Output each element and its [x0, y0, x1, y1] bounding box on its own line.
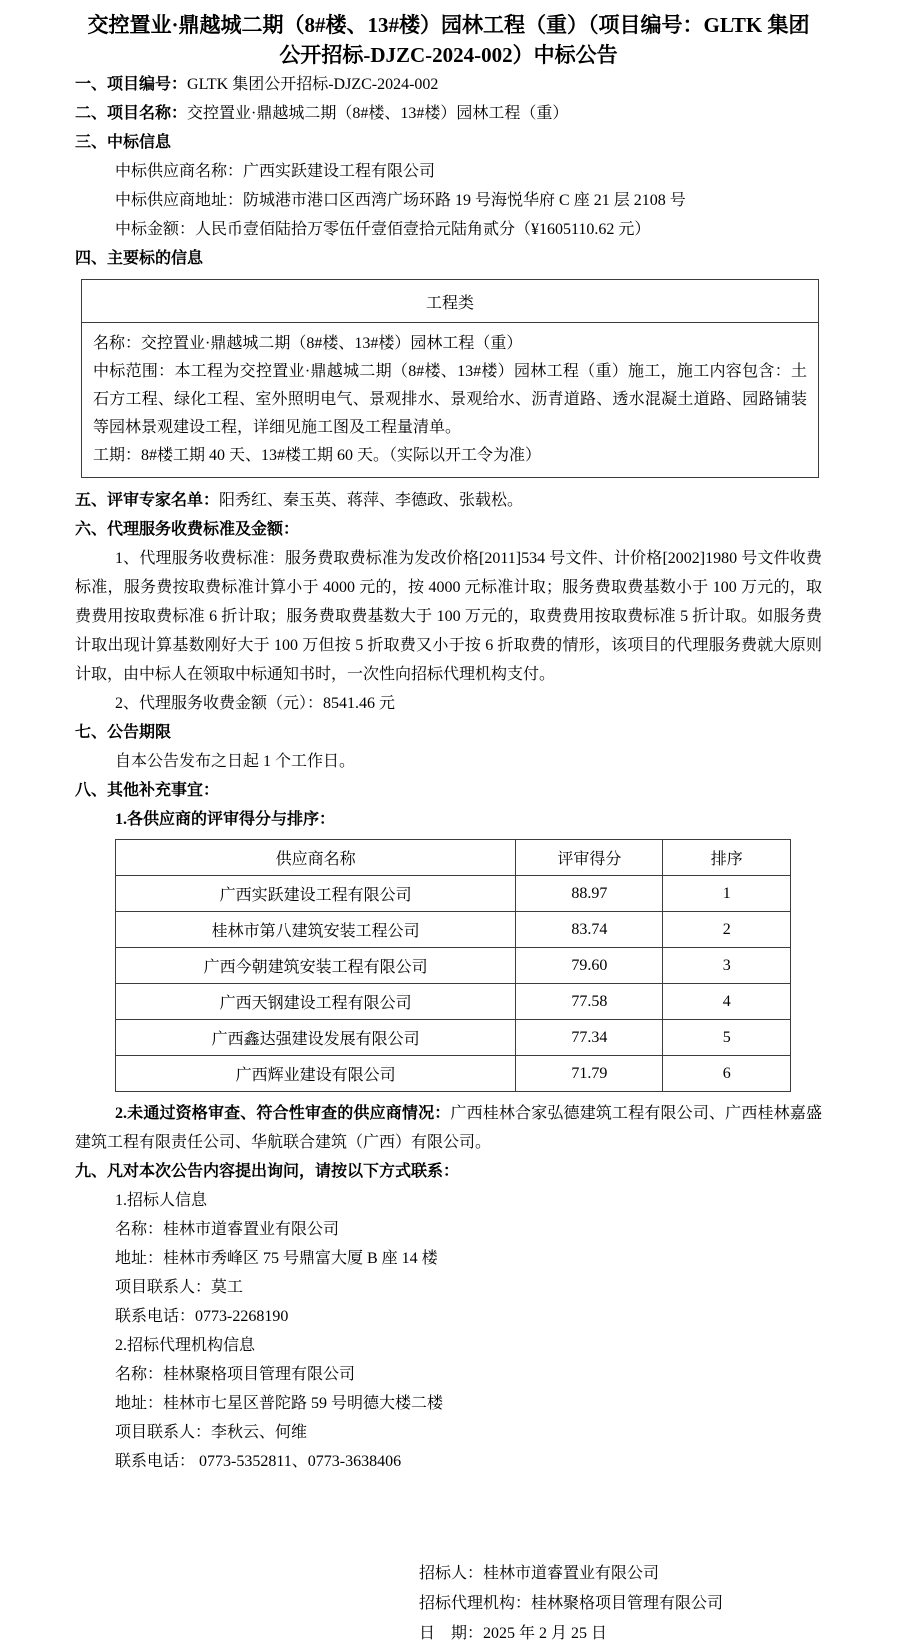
award-supplier-name: [75, 157, 822, 186]
section-project-name-value: 交控置业·鼎越城二期（8#楼、13#楼）园林工程（重）: [187, 105, 569, 122]
section-award-info-heading: 三、中标信息: [75, 134, 172, 151]
award-amount-label: 中标金额：: [115, 221, 196, 238]
table-row: [82, 323, 819, 478]
agency-info-subheading: 2.招标代理机构信息: [115, 1337, 256, 1354]
subject-period-line: 工期：8#楼工期 40 天、13#楼工期 60 天。（实际以开工令为准）: [93, 447, 542, 464]
score-cell: 83.74: [516, 912, 663, 948]
supplier-cell: 广西鑫达强建设发展有限公司: [116, 1020, 516, 1056]
table-row: [116, 984, 791, 1020]
score-cell: 79.60: [516, 948, 663, 984]
page-title: [75, 10, 822, 70]
section-agency-fee-heading: 六、代理服务收费标准及金额：: [75, 521, 300, 538]
table-row: [116, 1056, 791, 1092]
page-title-line1: 交控置业·鼎越城二期（8#楼、13#楼）园林工程（重）（项目编号：GLTK 集团: [87, 13, 810, 37]
award-supplier-address-value: 防城港市港口区西湾广场环路 19 号海悦华府 C 座 21 层 2108 号: [243, 192, 686, 209]
subject-table-body-cell: [82, 323, 819, 478]
agency-contact-line: 项目联系人：李秋云、何维: [115, 1424, 308, 1441]
rejected-suppliers-paragraph: [75, 1099, 822, 1157]
column-header-score: 评审得分: [516, 840, 663, 876]
supplier-cell: 广西实跃建设工程有限公司: [116, 876, 516, 912]
section-experts: [75, 486, 822, 515]
table-row: [116, 912, 791, 948]
agency-fee-standard-paragraph: 1、代理服务收费标准：服务费取费标准为发改价格[2011]534 号文件、计价格[2002]1980 号文件收费标准，服务费按取费标准计算小于 4000 元的，按 4000 元标准计取；服务费取费基数小于 100 万元的，取费费用按取费标准 6 折计取；服务费取费基数大于 100 万元的，取费费用按取费标准 5 折计取。如服务费计取出现计算基数刚好大于 100 万但按 5 折取费又小于按 6 折取费的情形，该项目的代理服务费就大原则计取，由中标人在领取中标通知书时，一次性向招标代理机构支付。: [75, 550, 822, 683]
subject-scope-line: 中标范围：本工程为交控置业·鼎越城二期（8#楼、13#楼）园林工程（重）施工，施工内容包含：土石方工程、绿化工程、室外照明电气、景观排水、景观给水、沥青道路、透水混凝土道路、园路铺装等园林景观建设工程，详细见施工图及工程量清单。: [93, 363, 807, 436]
bidder-address-line: 地址：桂林市秀峰区 75 号鼎富大厦 B 座 14 楼: [115, 1250, 438, 1267]
rank-cell: 4: [663, 984, 791, 1020]
bidder-info-subheading: 1.招标人信息: [115, 1192, 208, 1209]
score-cell: 88.97: [516, 876, 663, 912]
subject-info-table: [81, 279, 819, 478]
award-amount: [75, 215, 822, 244]
award-amount-value: 人民币壹佰陆拾万零伍仟壹佰壹拾元陆角贰分（¥1605110.62 元）: [195, 221, 651, 238]
score-cell: 71.79: [516, 1056, 663, 1092]
agency-phone-line: 联系电话： 0773-5352811、0773-3638406: [115, 1453, 402, 1470]
subject-name-line: 名称：交控置业·鼎越城二期（8#楼、13#楼）园林工程（重）: [93, 335, 523, 352]
supplier-cell: 广西辉业建设有限公司: [116, 1056, 516, 1092]
table-row: [116, 876, 791, 912]
section-experts-label: 五、评审专家名单：: [75, 492, 220, 509]
supplier-cell: 广西今朝建筑安装工程有限公司: [116, 948, 516, 984]
section-experts-value: 阳秀红、秦玉英、蒋萍、李德政、张载松。: [219, 492, 524, 509]
column-header-supplier: 供应商名称: [116, 840, 516, 876]
section-project-name-label: 二、项目名称：: [75, 105, 188, 122]
award-supplier-address: [75, 186, 822, 215]
rank-cell: 5: [663, 1020, 791, 1056]
signature-bidder-line: 招标人：桂林市道睿置业有限公司: [419, 1565, 660, 1582]
award-supplier-name-label: 中标供应商名称：: [115, 163, 244, 180]
rank-cell: 6: [663, 1056, 791, 1092]
section-project-number-value: GLTK 集团公开招标-DJZC-2024-002: [187, 76, 439, 93]
scores-ranking-subheading: 1.各供应商的评审得分与排序：: [115, 811, 336, 828]
rank-cell: 1: [663, 876, 791, 912]
bidder-name-line: 名称：桂林市道睿置业有限公司: [115, 1221, 340, 1238]
page-title-line2: 公开招标-DJZC-2024-002）中标公告: [279, 43, 618, 67]
agency-fee-amount-line: 2、代理服务收费金额（元）：8541.46 元: [115, 695, 396, 712]
section-project-name: [75, 99, 822, 128]
supplier-cell: 广西天钢建设工程有限公司: [116, 984, 516, 1020]
signature-block: [75, 1559, 822, 1649]
table-row: [116, 1020, 791, 1056]
rejected-suppliers-label: 2.未通过资格审查、符合性审查的供应商情况：: [115, 1105, 451, 1122]
supplier-cell: 桂林市第八建筑安装工程公司: [116, 912, 516, 948]
signature-agency-line: 招标代理机构：桂林聚格项目管理有限公司: [419, 1595, 724, 1612]
score-cell: 77.58: [516, 984, 663, 1020]
score-cell: 77.34: [516, 1020, 663, 1056]
subject-table-header: 工程类: [82, 280, 819, 323]
bidder-phone-line: 联系电话：0773-2268190: [115, 1308, 289, 1325]
agency-address-line: 地址：桂林市七星区普陀路 59 号明德大楼二楼: [115, 1395, 444, 1412]
table-row: [116, 948, 791, 984]
supplier-scores-table: [115, 839, 791, 1092]
agency-name-line: 名称：桂林聚格项目管理有限公司: [115, 1366, 356, 1383]
rejected-suppliers-value: 广西桂林合家弘德建筑工程有限公司、广西桂林嘉盛建筑工程有限责任公司、华航联合建筑（广西）有限公司。: [75, 1105, 822, 1151]
award-supplier-address-label: 中标供应商地址：: [115, 192, 244, 209]
section-project-number: [75, 70, 822, 99]
notice-period-body: 自本公告发布之日起 1 个工作日。: [115, 753, 356, 770]
signature-date-line: 日 期：2025 年 2 月 25 日: [419, 1625, 608, 1642]
section-contact-heading: 九、凡对本次公告内容提出询问，请按以下方式联系：: [75, 1163, 460, 1180]
section-subject-info-heading: 四、主要标的信息: [75, 250, 204, 267]
column-header-rank: 排序: [663, 840, 791, 876]
rank-cell: 2: [663, 912, 791, 948]
award-supplier-name-value: 广西实跃建设工程有限公司: [243, 163, 436, 180]
section-other-matters-heading: 八、其他补充事宜：: [75, 782, 220, 799]
rank-cell: 3: [663, 948, 791, 984]
section-project-number-label: 一、项目编号：: [75, 76, 188, 93]
table-row: [82, 280, 819, 323]
table-header-row: [116, 840, 791, 876]
bidder-contact-line: 项目联系人：莫工: [115, 1279, 244, 1296]
section-notice-period-heading: 七、公告期限: [75, 724, 172, 741]
